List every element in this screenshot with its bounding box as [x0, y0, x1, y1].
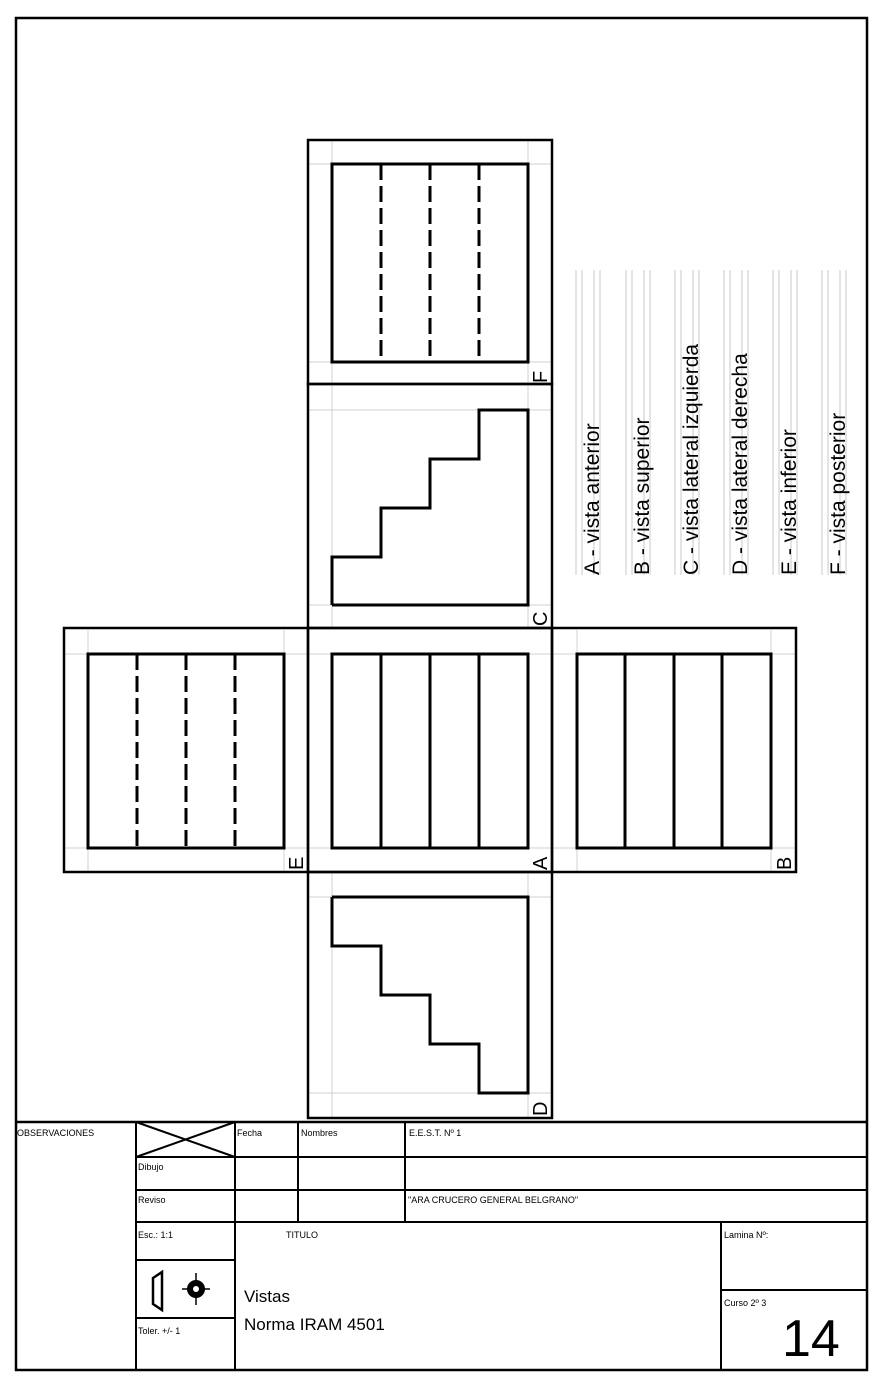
lamina-number: 14 — [782, 1310, 840, 1368]
reviso-label: Reviso — [138, 1195, 166, 1205]
legend-item-c: C - vista lateral izquierda — [680, 343, 703, 575]
tolerancia-label: Toler. +/- 1 — [138, 1326, 181, 1336]
view-b-label: B — [774, 856, 796, 870]
view-d-stair-profile — [332, 897, 528, 1093]
view-d — [308, 872, 552, 1118]
view-c-stair-profile — [332, 410, 528, 605]
project-name: "ARA CRUCERO GENERAL BELGRANO" — [408, 1195, 579, 1205]
dibujo-label: Dibujo — [138, 1162, 164, 1172]
view-c-label: C — [530, 611, 552, 626]
drawing-subtitle: Norma IRAM 4501 — [244, 1315, 385, 1334]
view-e-label: E — [286, 856, 308, 870]
view-d-label: D — [530, 1101, 552, 1116]
observaciones-label: OBSERVACIONES — [17, 1128, 95, 1138]
view-e — [64, 628, 308, 872]
lamina-label: Lamina Nº: — [724, 1230, 769, 1240]
curso-label: Curso 2º 3 — [724, 1298, 767, 1308]
legend-item-a: A - vista anterior — [581, 423, 604, 575]
drawing-title: Vistas — [244, 1287, 290, 1306]
legend-item-e: E - vista inferior — [778, 429, 801, 575]
fecha-label: Fecha — [237, 1128, 263, 1138]
first-angle-projection-icon — [153, 1272, 210, 1310]
titulo-label: TITULO — [286, 1230, 319, 1240]
view-a — [308, 628, 552, 872]
school-name: E.E.S.T. Nº 1 — [409, 1128, 462, 1138]
view-a-label: A — [530, 856, 552, 870]
nombres-label: Nombres — [301, 1128, 338, 1138]
view-c — [308, 384, 552, 628]
legend — [581, 344, 850, 575]
legend-guide-lines — [576, 270, 846, 575]
escala-label: Esc.: 1:1 — [138, 1230, 174, 1240]
view-f — [308, 140, 552, 384]
view-f-label: F — [530, 370, 552, 383]
view-b — [552, 628, 796, 872]
legend-item-b: B - vista superior — [631, 417, 654, 575]
legend-item-d: D - vista lateral derecha — [729, 353, 752, 575]
legend-item-f: F - vista posterior — [827, 412, 850, 575]
